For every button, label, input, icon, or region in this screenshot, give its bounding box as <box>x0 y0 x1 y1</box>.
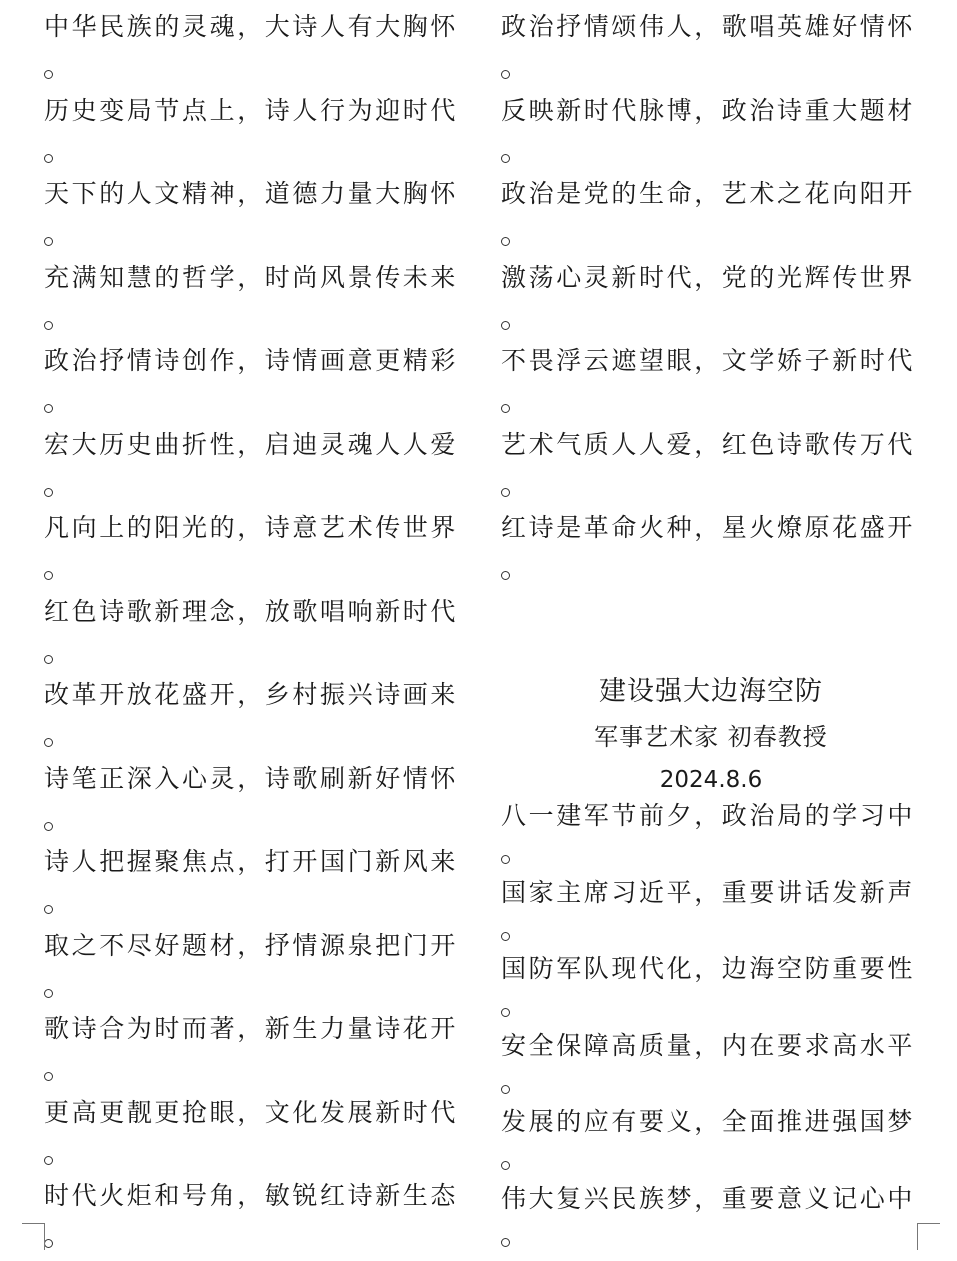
poem-line: 国家主席习近平，重要讲话发新声 <box>501 877 916 907</box>
full-stop-mark <box>501 932 511 942</box>
poem-line: 充满知慧的哲学，时尚风景传未来 <box>44 262 459 292</box>
full-stop-mark <box>44 488 54 498</box>
full-stop-mark <box>44 237 54 247</box>
full-stop-mark <box>44 70 54 80</box>
poem-line: 红色诗歌新理念，放歌唱响新时代 <box>44 596 459 626</box>
poem-line: 伟大复兴民族梦，重要意义记心中 <box>501 1183 916 1213</box>
full-stop-mark <box>501 1008 511 1018</box>
poem-line: 反映新时代脉博，政治诗重大题材 <box>501 95 916 125</box>
full-stop-mark <box>44 1156 54 1166</box>
poem-line: 不畏浮云遮望眼，文学娇子新时代 <box>501 346 916 375</box>
full-stop-mark <box>501 404 511 414</box>
full-stop-mark <box>44 738 54 748</box>
poem-line: 诗人把握聚焦点，打开国门新风来 <box>44 847 459 876</box>
poem-line: 政治是党的生命，艺术之花向阳开 <box>501 179 916 208</box>
full-stop-mark <box>44 571 54 581</box>
poem-line: 政治抒情诗创作，诗情画意更精彩 <box>44 346 459 375</box>
full-stop-mark <box>501 1238 511 1248</box>
full-stop-mark <box>501 154 511 164</box>
poem-date: 2024.8.6 <box>659 767 763 793</box>
poem-line: 历史变局节点上，诗人行为迎时代 <box>44 95 459 125</box>
full-stop-mark <box>44 655 54 665</box>
poem-line: 安全保障高质量，内在要求高水平 <box>501 1030 916 1060</box>
poem-line: 国防军队现代化，边海空防重要性 <box>501 954 916 983</box>
poem-author: 军事艺术家 初春教授 <box>594 723 828 751</box>
poem-line: 改革开放花盛开，乡村振兴诗画来 <box>44 680 459 709</box>
poem-line: 更高更靓更抢眼，文化发展新时代 <box>44 1097 459 1127</box>
full-stop-mark <box>501 321 511 331</box>
poem-line: 歌诗合为时而著，新生力量诗花开 <box>44 1014 459 1043</box>
page-corner-mark-right <box>917 1223 940 1250</box>
page-corner-mark-left <box>22 1223 45 1250</box>
poem-title: 建设强大边海空防 <box>599 676 823 707</box>
poem-line: 取之不尽好题材，抒情源泉把门开 <box>44 930 459 960</box>
full-stop-mark <box>501 1085 511 1095</box>
full-stop-mark <box>44 154 54 164</box>
full-stop-mark <box>501 488 511 498</box>
full-stop-mark <box>501 237 511 247</box>
poem-line: 中华民族的灵魂，大诗人有大胸怀 <box>44 12 459 41</box>
full-stop-mark <box>501 571 511 581</box>
poem-line: 时代火炬和号角，敏锐红诗新生态 <box>44 1181 459 1210</box>
full-stop-mark <box>44 1239 54 1249</box>
poem-line: 艺术气质人人爱，红色诗歌传万代 <box>501 429 916 459</box>
poem-line: 宏大历史曲折性，启迪灵魂人人爱 <box>44 429 459 459</box>
full-stop-mark <box>44 905 54 915</box>
poem-line: 红诗是革命火种，星火燎原花盛开 <box>501 513 916 542</box>
full-stop-mark <box>44 822 54 832</box>
poem-line: 政治抒情颂伟人，歌唱英雄好情怀 <box>501 12 916 41</box>
poem-line: 八一建军节前夕，政治局的学习中 <box>501 801 916 830</box>
full-stop-mark <box>44 989 54 999</box>
poem-line: 激荡心灵新时代，党的光辉传世界 <box>501 262 916 292</box>
full-stop-mark <box>501 855 511 865</box>
poem-line: 天下的人文精神，道德力量大胸怀 <box>44 179 459 208</box>
full-stop-mark <box>501 1161 511 1171</box>
full-stop-mark <box>44 321 54 331</box>
poem-line: 诗笔正深入心灵，诗歌刷新好情怀 <box>44 763 459 793</box>
full-stop-mark <box>44 404 54 414</box>
full-stop-mark <box>44 1072 54 1082</box>
poem-line: 发展的应有要义，全面推进强国梦 <box>501 1107 916 1136</box>
full-stop-mark <box>501 70 511 80</box>
poem-line: 凡向上的阳光的，诗意艺术传世界 <box>44 513 459 542</box>
